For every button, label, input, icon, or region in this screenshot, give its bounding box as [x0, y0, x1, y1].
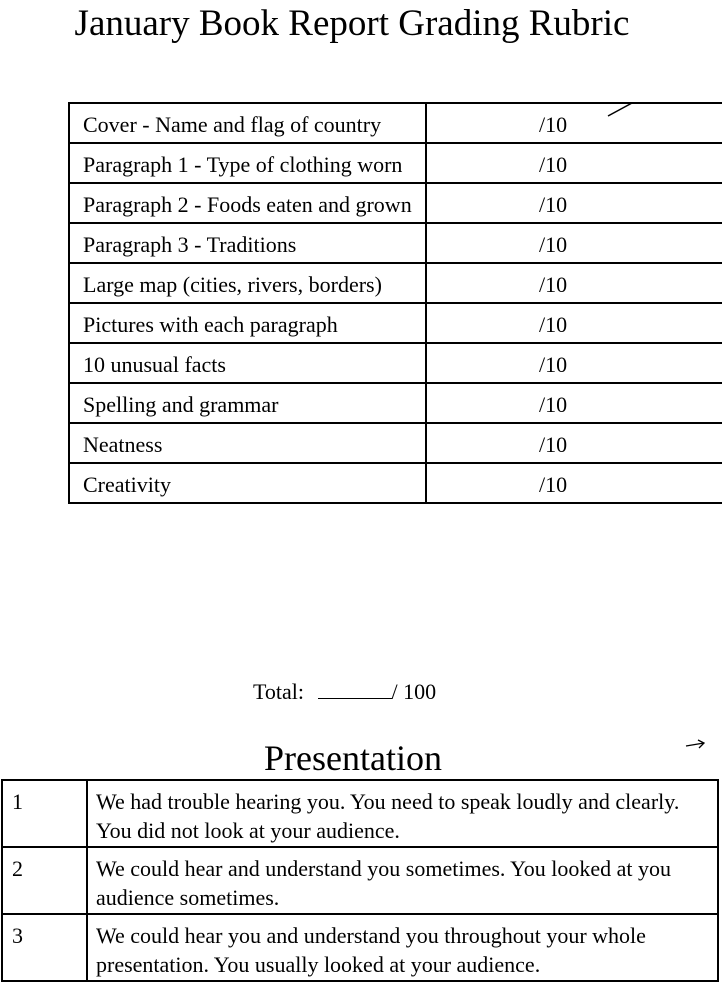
presentation-description: We had trouble hearing you. You need to speak loudly and clearly. You did not look at your audience.	[87, 780, 718, 847]
rubric-score: /10	[426, 103, 722, 143]
rubric-row	[69, 383, 722, 423]
presentation-description: We could hear you and understand you throughout your whole presentation. You usually looked at your audience.	[87, 914, 718, 981]
arrow-mark-icon	[684, 738, 708, 752]
presentation-level: 1	[2, 780, 87, 847]
presentation-row	[2, 780, 718, 847]
presentation-level: 2	[2, 847, 87, 914]
rubric-row	[69, 223, 722, 263]
rubric-criterion: Large map (cities, rivers, borders)	[69, 263, 426, 303]
rubric-row	[69, 423, 722, 463]
presentation-row	[2, 847, 718, 914]
total-line	[253, 677, 436, 707]
rubric-row	[69, 463, 722, 503]
rubric-row	[69, 303, 722, 343]
rubric-row	[69, 343, 722, 383]
presentation-table	[1, 779, 719, 982]
rubric-criterion: Creativity	[69, 463, 426, 503]
rubric-score: /10	[426, 343, 722, 383]
presentation-description: We could hear and understand you sometimes. You looked at you audience sometimes.	[87, 847, 718, 914]
rubric-score: /10	[426, 143, 722, 183]
presentation-title: Presentation	[264, 738, 442, 778]
rubric-criterion: Paragraph 2 - Foods eaten and grown	[69, 183, 426, 223]
presentation-level: 3	[2, 914, 87, 981]
rubric-criterion: Cover - Name and flag of country	[69, 103, 426, 143]
rubric-criterion: Paragraph 3 - Traditions	[69, 223, 426, 263]
rubric-row	[69, 143, 722, 183]
pen-mark-icon	[606, 100, 636, 118]
rubric-score: /10	[426, 463, 722, 503]
rubric-score: /10	[426, 223, 722, 263]
page-title: January Book Report Grading Rubric	[74, 3, 630, 44]
rubric-score: /10	[426, 383, 722, 423]
rubric-criterion: 10 unusual facts	[69, 343, 426, 383]
rubric-score: /10	[426, 303, 722, 343]
total-label: Total:	[253, 679, 305, 704]
rubric-row	[69, 183, 722, 223]
rubric-criterion: Pictures with each paragraph	[69, 303, 426, 343]
rubric-score: /10	[426, 183, 722, 223]
total-max: / 100	[391, 679, 437, 704]
rubric-criterion: Spelling and grammar	[69, 383, 426, 423]
presentation-row	[2, 914, 718, 981]
rubric-criterion: Neatness	[69, 423, 426, 463]
rubric-score: /10	[426, 263, 722, 303]
rubric-criterion: Paragraph 1 - Type of clothing worn	[69, 143, 426, 183]
rubric-score: /10	[426, 423, 722, 463]
total-blank	[318, 680, 392, 699]
rubric-row	[69, 263, 722, 303]
grading-rubric-table	[68, 102, 722, 504]
